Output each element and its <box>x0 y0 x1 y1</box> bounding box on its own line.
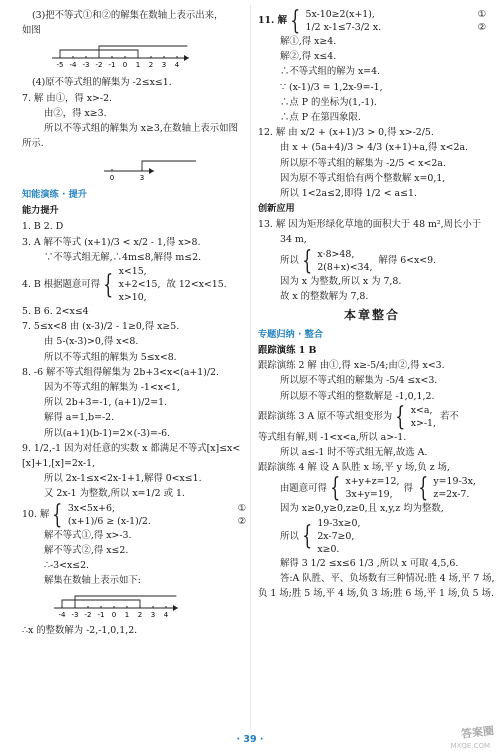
arrow-icon <box>149 168 154 174</box>
subsection-heading: 能力提升 <box>22 205 59 217</box>
tick-label: 0 <box>109 174 115 182</box>
equation-line: x+2<15, <box>118 279 161 291</box>
arrow-icon <box>184 55 189 61</box>
equation-line: x+y+z=12, <box>345 476 400 488</box>
brace-icon: { <box>302 245 313 276</box>
text-line: (3)把不等式①和②的解集在数轴上表示出来， <box>32 10 224 21</box>
text-line: 12. 解 由 x/2 + (x+1)/3 > 0,得 x>-2/5. <box>258 127 434 139</box>
text-line: 4. B 根据题意可得 <box>22 278 101 290</box>
text-line: 13. 解 因为矩形绿化草地的面积大于 48 m²,周长小于 <box>258 219 482 231</box>
text-line: 因为 x 为整数,所以 x 为 7,8. <box>280 275 402 287</box>
text-line: 跟踪演练 3 A 原不等式组变形为 <box>258 411 393 423</box>
equation-number: ② <box>237 515 246 527</box>
subsection-heading: 创新应用 <box>258 203 295 215</box>
text-line: 所以 1<2a≤2,即得 1/2 < a≤1. <box>280 188 417 200</box>
brace-icon: { <box>395 401 406 432</box>
text-line: 10. 解 <box>22 509 50 521</box>
text-line: 跟踪演练 4 解 设 A 队胜 x 场,平 y 场,负 z 场, <box>258 462 450 474</box>
text-line: 解得 3 1/2 ≤x≤6 1/3 ,所以 x 可取 4,5,6. <box>280 557 459 569</box>
text-line: 3. A 解不等式 (x+1)/3 < x/2 - 1,得 x>8. <box>22 236 201 248</box>
text-line: 跟踪演练 2 解 由①,得 x≥-5/4;由②,得 x<3. <box>258 360 445 372</box>
text-line: 所以 2b+3=-1, (a+1)/2=1. <box>44 397 168 409</box>
equation-number: ② <box>477 22 486 33</box>
text-line: [x]+1,[x]=2x-1, <box>22 458 96 470</box>
tick-label: 4 <box>163 611 169 619</box>
text-line: 1. B 2. D <box>22 221 64 233</box>
equation-line: z=2x-7. <box>433 489 470 501</box>
text-line: 答:A 队胜、平、负场数有三种情况:胜 4 场,平 7 场, <box>280 572 495 584</box>
text-line: 又 2x-1 为整数,所以 x=1/2 或 1. <box>44 488 185 500</box>
text-line: 所以(a+1)(b-1)=2×(-3)=-6. <box>44 427 171 439</box>
equation-system <box>258 473 486 504</box>
watermark-logo: 答案圈 <box>460 724 495 741</box>
brace-icon: { <box>302 521 313 552</box>
tick-label: -4 <box>58 611 66 619</box>
text-line: 由 5-(x-3)>0,得 x<8. <box>44 336 139 348</box>
equation-system <box>258 245 486 276</box>
brace-icon: { <box>52 499 63 530</box>
equation-line: 1/2 x-1≤7-3/2 x. <box>305 22 382 33</box>
tick-label: 0 <box>111 611 117 619</box>
text-line: 跟踪演练 1 B <box>258 345 317 357</box>
number-line-1 <box>50 40 246 73</box>
equation-line: y=19-3x, <box>433 476 476 488</box>
brace-icon: { <box>418 473 429 504</box>
tick-label: 3 <box>150 611 156 619</box>
equation-number: ① <box>477 9 486 20</box>
section-heading: 知能演练 · 提升 <box>22 189 88 201</box>
text-line: 解②,得 x≤4. <box>280 51 337 63</box>
text-line: 34 m, <box>280 234 307 246</box>
number-line-2 <box>92 153 246 184</box>
equation-line: 2x-7≥0, <box>317 530 355 542</box>
tick-label: 2 <box>137 611 143 619</box>
text-line: 所以原不等式组的解集为 -2/5 < x<2a. <box>280 157 446 169</box>
text-line: 所以不等式组的解集为 x≥3,在数轴上表示如图 <box>44 123 238 135</box>
tick-label: 2 <box>148 61 154 70</box>
text-line: 如图 <box>22 25 41 37</box>
text-line: 由题意可得 <box>280 482 327 494</box>
section-heading: 专题归纳 · 整合 <box>258 329 324 341</box>
tick-label: 1 <box>124 611 130 619</box>
text-line: ∵不等式组无解,∴4m≤8,解得 m≤2. <box>44 251 202 263</box>
text-line: ∴x 的整数解为 -2,-1,0,1,2. <box>22 625 138 637</box>
text-line: 故 x 的整数解为 7,8. <box>280 290 369 302</box>
equation-line: 3x+y=19, <box>345 489 393 501</box>
tick-label: 3 <box>161 61 167 70</box>
text-line: 11. 解 <box>258 15 287 27</box>
equation-line: 3x<5x+6, <box>67 502 115 514</box>
text-line: ∴点 P 的坐标为(1,-1). <box>280 96 377 108</box>
equation-line: x>10, <box>118 292 147 304</box>
text-line: 得 <box>403 482 413 494</box>
text-line: 8. -6 解不等式组得解集为 2b+3<x<(a+1)/2. <box>22 366 220 378</box>
tick-label: -3 <box>82 61 90 70</box>
equation-line: x·8>48, <box>317 248 355 260</box>
text-line: ∴不等式组的解为 x=4. <box>280 66 381 78</box>
number-line-3 <box>50 590 246 621</box>
text-line: 解得 a=1,b=-2. <box>44 412 115 424</box>
text-line: 等式组有解,则 -1<x<a,所以 a>-1. <box>258 431 407 443</box>
tick-label: -5 <box>56 61 64 70</box>
solution-bracket <box>75 596 176 608</box>
text-line: 所示. <box>22 138 44 150</box>
equation-line: 5x-10≥2(x+1), <box>305 9 375 20</box>
text-line: 故 12<x<15. <box>166 278 227 290</box>
equation-system <box>22 265 246 304</box>
text-line: ∴-3<x≤2. <box>44 560 90 572</box>
page-number: · 39 · <box>236 734 264 745</box>
text-line: 因为不等式组的解集为 -1<x<1, <box>44 382 180 394</box>
text-line: 因为原不等式组恰有两个整数解 x=0,1, <box>280 172 446 184</box>
tick-label: 1 <box>135 61 141 70</box>
tick-label: 0 <box>122 61 128 70</box>
tick-label: -3 <box>71 611 79 619</box>
text-line: 所以 2x-1≤x<2x-1+1,解得 0<x≤1. <box>44 473 202 485</box>
brace-icon: { <box>290 6 301 36</box>
equation-number: ① <box>237 502 246 514</box>
text-line: 所以原不等式组的解集为 -5/4 ≤x<3. <box>280 375 438 387</box>
text-line: (4)原不等式组的解集为 -2≤x≤1. <box>32 77 172 89</box>
text-line: 7. 5≤x<8 由 (x-3)/2 - 1≥0,得 x≥5. <box>22 321 180 333</box>
tick-label: -2 <box>95 61 103 70</box>
equation-line: x>-1, <box>410 417 436 429</box>
text-line: ∴点 P 在第四象限. <box>280 112 361 124</box>
text-line: 所以不等式组的解集为 5≤x<8. <box>44 351 177 363</box>
equation-line: 19-3x≥0, <box>317 517 361 529</box>
column-divider <box>250 4 251 729</box>
tick-label: 3 <box>139 174 145 182</box>
text-line: 解不等式②,得 x≤2. <box>44 544 129 556</box>
text-line: 由 x + (5a+4)/3 > 4/3 (x+1)+a,得 x<2a. <box>280 142 469 154</box>
tick-label: -1 <box>108 61 116 70</box>
equation-line: (x+1)/6 ≥ (x-1)/2. <box>67 515 151 527</box>
text-line: 负 1 场;胜 5 场,平 4 场,负 3 场;胜 6 场,平 1 场,负 5 场. <box>258 588 494 600</box>
equation-line: x≥0. <box>317 543 340 555</box>
text-line: 所以 <box>280 530 299 542</box>
brace-icon: { <box>330 473 341 504</box>
text-line: 解集在数轴上表示如下: <box>44 575 141 587</box>
tick-label: -4 <box>69 61 77 70</box>
watermark-url: MXQE.COM <box>450 742 490 750</box>
right-column <box>258 6 495 601</box>
tick-label: -2 <box>84 611 92 619</box>
left-column <box>22 8 246 639</box>
text-line: 5. B 6. 2<x≤4 <box>22 306 89 318</box>
text-line: 所以 <box>280 255 299 267</box>
text-line: 7. 解 由①，得 x>-2. <box>22 92 113 104</box>
arrow-icon <box>173 605 178 611</box>
tick-label: 4 <box>174 61 180 70</box>
text-line: 由②，得 x≥3. <box>44 107 107 119</box>
equation-line: x<15, <box>118 266 147 278</box>
text-line: 解①,得 x≥4. <box>280 36 337 47</box>
equation-line: 2(8+x)<34, <box>317 261 373 273</box>
text-line: 所以原不等式组的整数解是 -1,0,1,2. <box>280 390 435 402</box>
text-line: ∵ (x-1)/3 = 1,2x-9=-1, <box>280 81 383 93</box>
text-line: 若不 <box>440 411 459 423</box>
text-line: 因为 x≥0,y≥0,z≥0,且 x,y,z 均为整数, <box>280 503 444 515</box>
equation-system <box>258 517 486 556</box>
brace-icon: { <box>103 269 114 300</box>
text-line: 9. 1/2,-1 因为对任意的实数 x 都满足不等式[x]≤x< <box>22 442 241 454</box>
text-line: 所以 a≤-1 时不等式组无解,故选 A. <box>280 447 428 459</box>
equation-line: x<a, <box>410 404 433 416</box>
text-line: 解不等式①,得 x>-3. <box>44 529 132 541</box>
equation-system <box>22 499 246 530</box>
chapter-title: 本章整合 <box>343 308 400 323</box>
equation-system <box>258 8 486 34</box>
text-line: 解得 6<x<9. <box>378 255 437 267</box>
tick-label: -1 <box>97 611 105 619</box>
equation-system <box>258 401 486 432</box>
